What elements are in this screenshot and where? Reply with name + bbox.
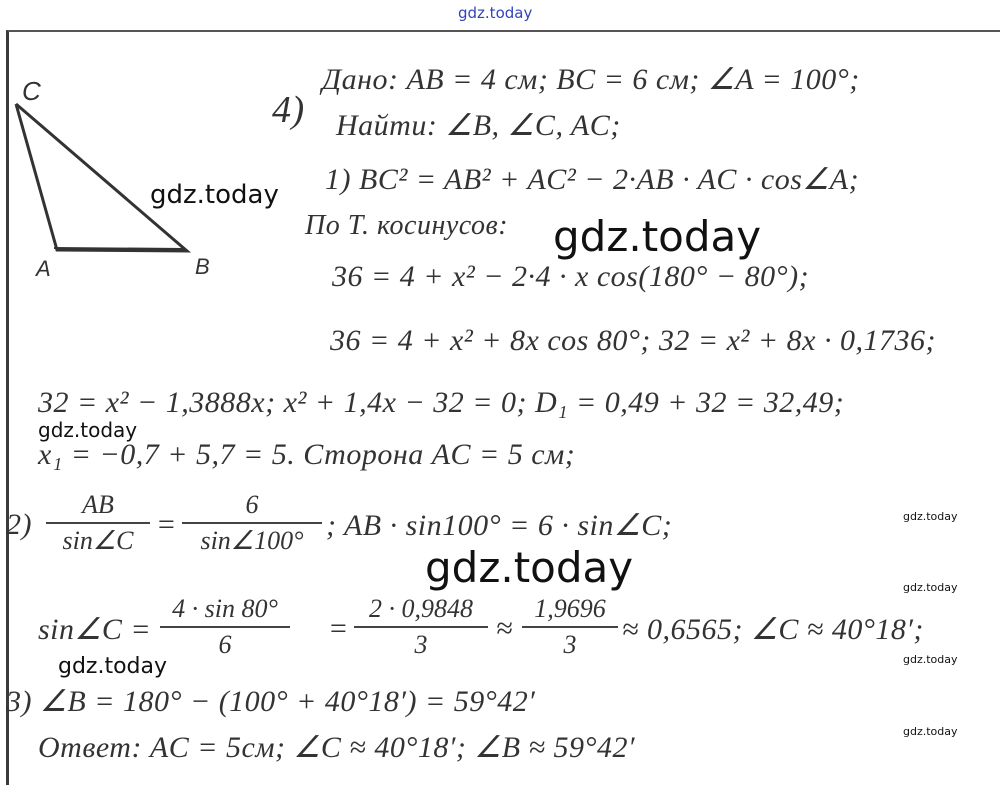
step2b-fraction-3 — [522, 594, 618, 660]
vertex-label-b: B — [195, 254, 210, 279]
fraction-bar — [522, 626, 618, 628]
step2b-fraction-3-denominator: 3 — [563, 630, 577, 659]
step2-number: 2) — [6, 508, 32, 541]
step2b-fraction-1-denominator: 6 — [218, 630, 232, 659]
step2b-result: ≈ 0,6565; ∠C ≈ 40°18′; — [622, 613, 924, 646]
step2b-lhs: sin∠C = — [38, 613, 152, 646]
watermark-5: gdz.today — [58, 654, 168, 679]
watermark-small-4: gdz.today — [903, 725, 958, 738]
step1-equation-1: 36 = 4 + x² − 2·4 · x cos(180° − 80°); — [332, 260, 810, 293]
watermark-small-1: gdz.today — [903, 510, 958, 523]
fraction-bar — [354, 626, 488, 628]
step2b-equals: = — [328, 612, 349, 645]
step2b-fraction-2-numerator: 2 · 0,9848 — [369, 594, 473, 623]
find-line: Найти: ∠B, ∠C, AC; — [336, 109, 621, 142]
vertex-label-c: C — [22, 76, 41, 106]
watermark-2: gdz.today — [553, 212, 762, 261]
step2b-fraction-1 — [160, 594, 290, 660]
step2-fraction-1-numerator: AB — [82, 490, 114, 519]
step2-fraction-2-numerator: 6 — [245, 490, 259, 519]
given-line: Дано: AB = 4 см; BC = 6 см; ∠A = 100°; — [322, 63, 860, 96]
step2-fraction-2-denominator: sin∠100° — [200, 526, 304, 555]
fraction-bar — [160, 626, 290, 628]
step2b-fraction-3-numerator: 1,9696 — [534, 594, 606, 623]
step2-fraction-1 — [46, 490, 150, 556]
watermark-small-2: gdz.today — [903, 581, 958, 594]
watermark-1: gdz.today — [150, 180, 279, 210]
step2-fraction-2 — [182, 490, 322, 556]
step1-equation-4: x₁ = −0,7 + 5,7 = 5. Сторона AC = 5 см; — [38, 438, 576, 471]
triangle-drawing — [0, 0, 240, 290]
step3-angle-b: 3) ∠B = 180° − (100° + 40°18′) = 59°42′ — [6, 685, 536, 718]
step1-cosine-law: 1) BC² = AB² + AC² − 2·AB · AC · cos∠A; — [325, 163, 860, 196]
step2b-approx: ≈ — [496, 612, 513, 645]
step1-equation-3: 32 = x² − 1,3888x; x² + 1,4x − 32 = 0; D₁ = 0,49 + 32 = 32,49; — [38, 386, 845, 419]
step2b-fraction-2-denominator: 3 — [414, 630, 428, 659]
watermark-small-3: gdz.today — [903, 653, 958, 666]
step1-theorem-note: По Т. косинусов: — [305, 210, 509, 241]
fraction-bar — [182, 522, 322, 524]
problem-number: 4) — [272, 89, 305, 131]
step2-sine-law: ; AB · sin100° = 6 · sin∠C; — [326, 509, 673, 542]
step2b-fraction-1-numerator: 4 · sin 80° — [172, 594, 278, 623]
triangle-bottom-tick — [54, 248, 185, 249]
step2-fraction-1-denominator: sin∠C — [62, 526, 134, 555]
vertex-label-a: A — [36, 256, 51, 281]
step2b-fraction-2 — [354, 594, 488, 660]
answer-line: Ответ: AC = 5см; ∠C ≈ 40°18′; ∠B ≈ 59°42′ — [38, 731, 636, 764]
fraction-bar — [46, 522, 150, 524]
triangle-outline — [16, 104, 187, 251]
step1-equation-2: 36 = 4 + x² + 8x cos 80°; 32 = x² + 8x · 0,1736; — [330, 324, 936, 357]
watermark-4: gdz.today — [425, 543, 634, 592]
watermark-top[interactable]: gdz.today — [458, 4, 533, 22]
step2-equals: = — [156, 508, 177, 541]
watermark-3: gdz.today — [38, 418, 138, 442]
